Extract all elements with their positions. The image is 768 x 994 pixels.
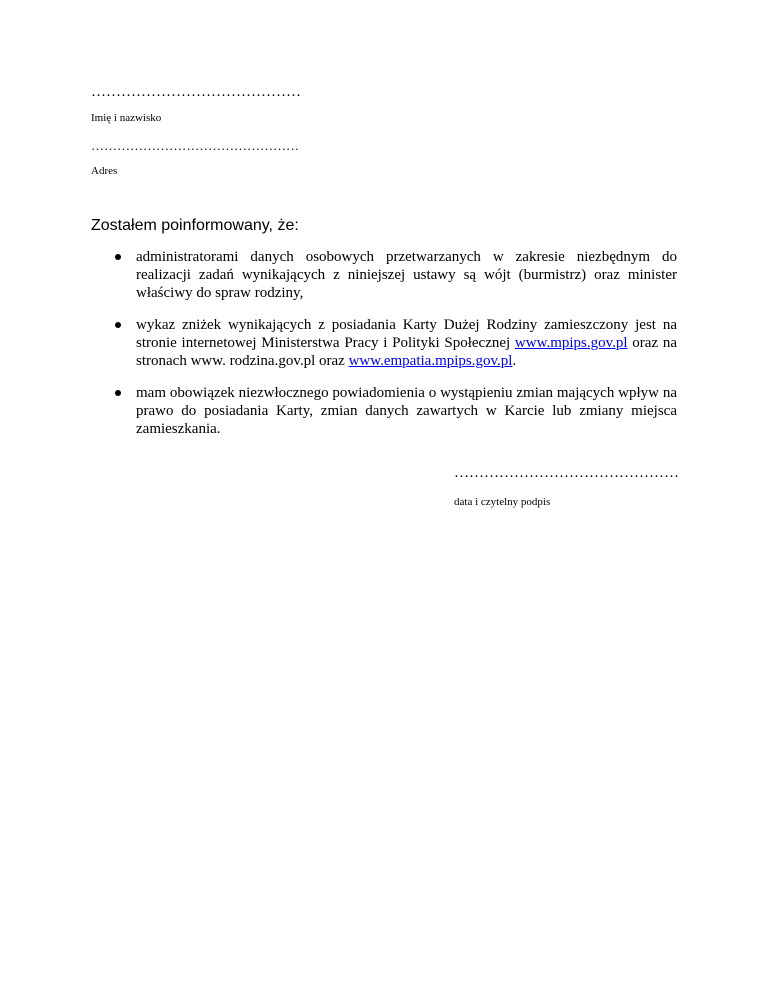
mpips-link[interactable]: www.mpips.gov.pl xyxy=(514,335,628,351)
list-item-text: mam obowiązek niezwłocznego powiadomienia o wystąpieniu zmian mających wpływ na prawo do posiadania Karty, zmian danych zawartych w Karcie lub zmiany miejsca zamieszkania. xyxy=(136,385,677,437)
empatia-link[interactable]: www.empatia.mpips.gov.pl xyxy=(348,353,513,369)
address-label: Adres xyxy=(91,165,118,177)
list-item-text-part: oraz na stronach www. rodzina.gov.pl oraz xyxy=(136,335,678,369)
list-item-text-part: . xyxy=(512,353,517,369)
list-item-text xyxy=(136,316,677,370)
bullet-icon xyxy=(115,390,121,396)
intro-heading: Zostałem poinformowany, że: xyxy=(91,217,299,234)
address-dotted-line: ………………………………………… xyxy=(91,138,299,153)
bullet-icon xyxy=(115,254,121,260)
list-item-text-part: wykaz zniżek wynikających z posiadania Karty Dużej Rodziny zamieszczony jest na stronie internetowej Ministerstwa Pracy i Polityki Społecznej xyxy=(136,317,677,351)
bullet-icon xyxy=(115,322,121,328)
name-dotted-line: …………………………………… xyxy=(91,84,301,100)
signature-dotted-line: ……………………………………… xyxy=(454,465,679,481)
signature-label: data i czytelny podpis xyxy=(454,496,551,508)
list-item-text: administratorami danych osobowych przetwarzanych w zakresie niezbędnym do realizacji zadań wynikających z niniejszej ustawy są wójt (burmistrz) oraz minister właściwy do spraw rodziny, xyxy=(136,249,677,301)
name-label: Imię i nazwisko xyxy=(91,112,162,124)
